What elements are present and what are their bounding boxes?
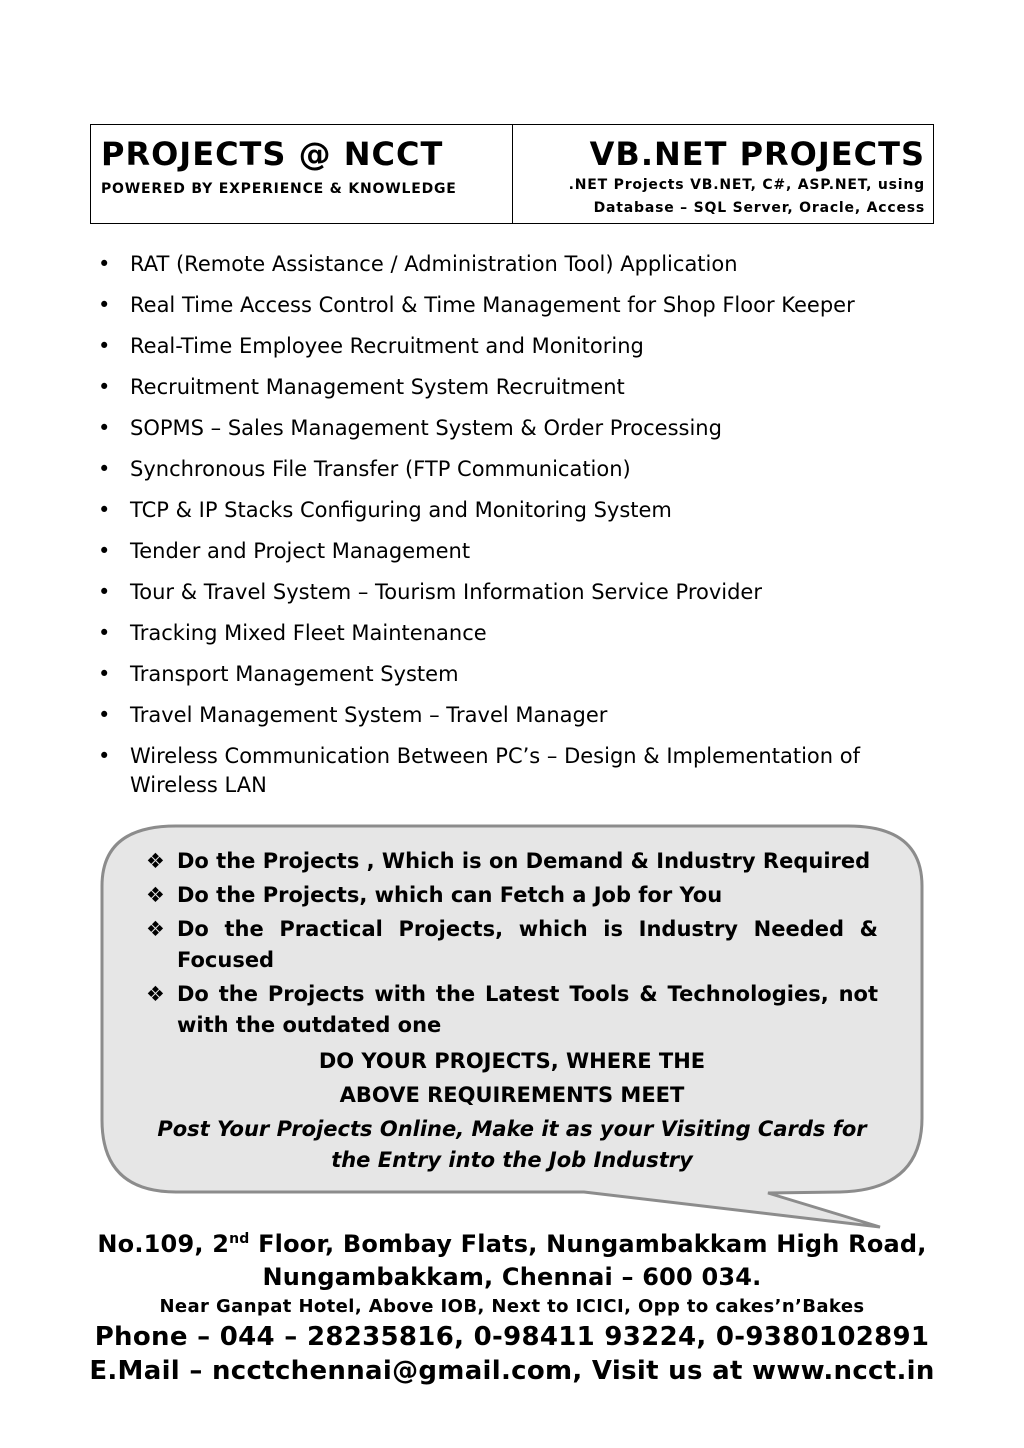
footer-contact <box>80 1228 944 1388</box>
list-item-text: RAT (Remote Assistance / Administration Tool) Application <box>130 252 738 276</box>
bullet-icon: • <box>98 662 111 686</box>
bullet-icon: • <box>98 457 111 481</box>
bullet-icon: • <box>98 416 111 440</box>
list-item-text: Wireless Communication Between PC’s – Design & Implementation of Wireless LAN <box>130 744 860 797</box>
address-part-2: Floor, Bombay Flats, Nungambakkam High Road, <box>249 1230 927 1258</box>
address-line-1 <box>80 1228 944 1261</box>
diamond-bullet-icon: ❖ <box>146 917 165 941</box>
bullet-icon: • <box>98 580 111 604</box>
callout-line-2: ABOVE REQUIREMENTS MEET <box>339 1083 685 1107</box>
phone-line: Phone – 044 – 28235816, 0-98411 93224, 0-9380102891 <box>94 1322 930 1352</box>
header-right-title: VB.NET PROJECTS <box>589 135 925 173</box>
bubble-point <box>146 880 878 911</box>
header-left-title: PROJECTS @ NCCT <box>101 135 444 173</box>
diamond-bullet-icon: ❖ <box>146 982 165 1006</box>
list-item-text: Transport Management System <box>130 662 459 686</box>
bubble-point <box>146 914 878 976</box>
header-right-subtitle-line2: Database – SQL Server, Oracle, Access <box>593 200 925 216</box>
landmark-line: Near Ganpat Hotel, Above IOB, Next to ICICI, Opp to cakes’n’Bakes <box>159 1296 865 1317</box>
email-line: E.Mail – ncctchennai@gmail.com, Visit us at www.ncct.in <box>89 1356 935 1386</box>
bullet-icon: • <box>98 703 111 727</box>
bubble-content <box>146 846 878 1176</box>
diamond-bullet-icon: ❖ <box>146 883 165 907</box>
bubble-point-text: Do the Projects with the Latest Tools & Technologies, not with the outdated one <box>177 982 878 1037</box>
list-item-text: Tracking Mixed Fleet Maintenance <box>130 621 487 645</box>
bubble-point-text: Do the Practical Projects, which is Industry Needed & Focused <box>177 917 878 972</box>
bullet-icon: • <box>98 252 111 276</box>
bullet-icon: • <box>98 539 111 563</box>
list-item-text: SOPMS – Sales Management System & Order Processing <box>130 416 722 440</box>
list-item-text: Synchronous File Transfer (FTP Communication) <box>130 457 631 481</box>
address-part-1: No.109, 2 <box>97 1230 230 1258</box>
italic-line-2: the Entry into the Job Industry <box>331 1148 693 1172</box>
list-item-text: Real Time Access Control & Time Management for Shop Floor Keeper <box>130 293 855 317</box>
bubble-point-text: Do the Projects , Which is on Demand & Industry Required <box>177 849 871 873</box>
header-left-subtitle: POWERED BY EXPERIENCE & KNOWLEDGE <box>101 181 457 197</box>
bullet-icon: • <box>98 621 111 645</box>
callout-line-1: DO YOUR PROJECTS, WHERE THE <box>318 1049 706 1073</box>
list-item-text: Travel Management System – Travel Manager <box>130 703 608 727</box>
list-item-text: Tour & Travel System – Tourism Information Service Provider <box>130 580 762 604</box>
diamond-bullet-icon: ❖ <box>146 849 165 873</box>
address-line-2: Nungambakkam, Chennai – 600 034. <box>262 1263 762 1291</box>
bullet-icon: • <box>98 744 111 768</box>
bullet-icon: • <box>98 293 111 317</box>
header-right-subtitle-line1: .NET Projects VB.NET, C#, ASP.NET, using <box>568 177 925 193</box>
list-item-text: Real-Time Employee Recruitment and Monitoring <box>130 334 644 358</box>
bubble-point <box>146 846 878 877</box>
list-item-text: Tender and Project Management <box>130 539 471 563</box>
bullet-icon: • <box>98 375 111 399</box>
bullet-icon: • <box>98 334 111 358</box>
bubble-point-text: Do the Projects, which can Fetch a Job for You <box>177 883 723 907</box>
bullet-icon: • <box>98 498 111 522</box>
bubble-point <box>146 979 878 1041</box>
italic-line-1: Post Your Projects Online, Make it as your Visiting Cards for <box>157 1117 867 1141</box>
list-item-text: Recruitment Management System Recruitment <box>130 375 625 399</box>
address-superscript: nd <box>229 1231 250 1247</box>
list-item-text: TCP & IP Stacks Configuring and Monitoring System <box>130 498 672 522</box>
